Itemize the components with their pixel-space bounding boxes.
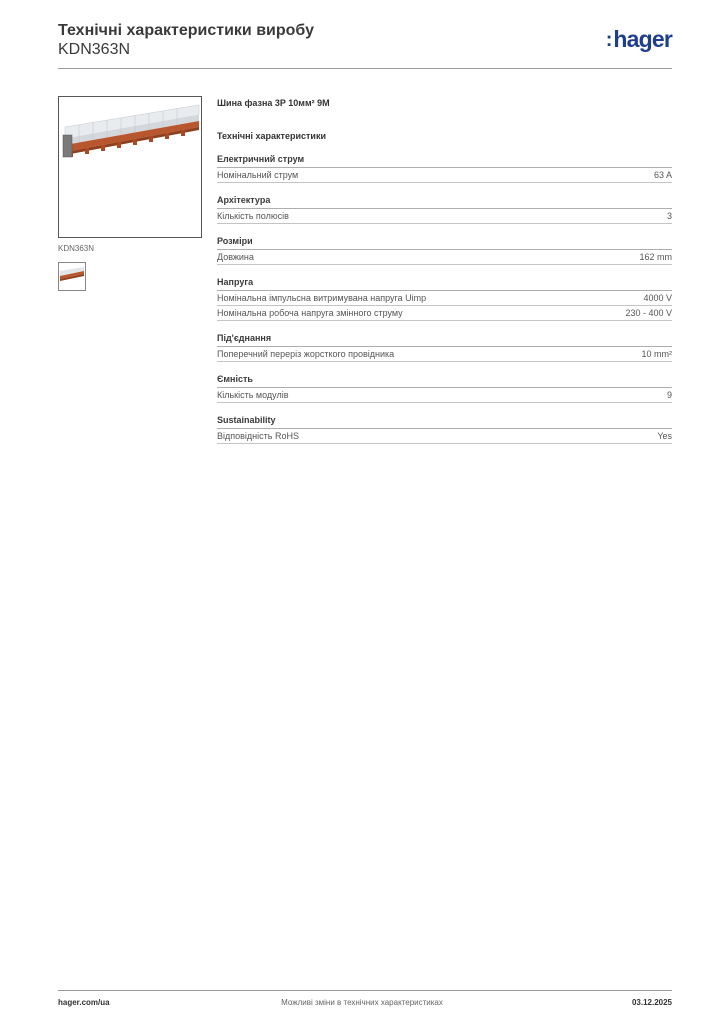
spec-value: 63 A xyxy=(653,170,672,180)
group-title: Під'єднання xyxy=(217,331,672,347)
spec-row xyxy=(217,250,672,265)
product-image xyxy=(58,96,202,238)
spec-group-sustainability xyxy=(217,413,672,444)
spec-group-voltage xyxy=(217,275,672,321)
spec-group-connection xyxy=(217,331,672,362)
spec-value: 10 mm² xyxy=(641,349,672,359)
group-title: Електричний струм xyxy=(217,152,672,168)
spec-value: 4000 V xyxy=(643,293,672,303)
spec-row xyxy=(217,347,672,362)
spec-label: Кількість полюсів xyxy=(217,211,289,221)
header-divider xyxy=(58,68,672,69)
product-code: KDN363N xyxy=(58,41,131,58)
specifications-panel xyxy=(217,96,672,444)
hager-logo xyxy=(606,26,672,53)
spec-value: 162 mm xyxy=(639,252,672,262)
footer-date: 03.12.2025 xyxy=(631,998,672,1007)
spec-row xyxy=(217,388,672,403)
busbar-thumbnail-icon xyxy=(59,263,85,290)
spec-label: Кількість модулів xyxy=(217,390,289,400)
spec-label: Номінальна робоча напруга змінного струму xyxy=(217,308,403,318)
spec-row xyxy=(217,429,672,444)
product-name: Шина фазна 3P 10мм² 9М xyxy=(217,98,330,108)
group-title: Архітектура xyxy=(217,193,672,209)
logo-dots: : xyxy=(605,29,613,51)
spec-label: Поперечний переріз жорсткого провідника xyxy=(217,349,395,359)
group-title: Розміри xyxy=(217,234,672,250)
spec-value: 3 xyxy=(666,211,672,221)
spec-label: Відповідність RoHS xyxy=(217,431,299,441)
specifications-heading: Технічні характеристики xyxy=(217,131,326,141)
spec-value: 230 - 400 V xyxy=(625,308,672,318)
spec-label: Довжина xyxy=(217,252,254,262)
spec-group-architecture xyxy=(217,193,672,224)
group-title: Напруга xyxy=(217,275,672,291)
page-header xyxy=(58,20,672,68)
spec-label: Номінальний струм xyxy=(217,170,299,180)
spec-row xyxy=(217,168,672,183)
document-title: Технічні характеристики виробу xyxy=(58,22,314,39)
spec-row xyxy=(217,306,672,321)
spec-row xyxy=(217,291,672,306)
spec-label: Номінальна імпульсна витримувана напруга Uimp xyxy=(217,293,427,303)
footer-note: Можливі зміни в технічних характеристиках xyxy=(281,998,443,1007)
footer-divider xyxy=(58,990,672,991)
spec-row xyxy=(217,209,672,224)
spec-group-electric-current xyxy=(217,152,672,183)
image-thumbnail[interactable] xyxy=(58,262,86,291)
group-title: Ємність xyxy=(217,372,672,388)
group-title: Sustainability xyxy=(217,413,672,429)
spec-value: Yes xyxy=(657,431,672,441)
spec-value: 9 xyxy=(666,390,672,400)
image-caption: KDN363N xyxy=(58,244,95,253)
footer-website-link[interactable]: hager.com/ua xyxy=(58,998,110,1007)
spec-group-dimensions xyxy=(217,234,672,265)
busbar-illustration xyxy=(59,97,201,237)
spec-group-capacity xyxy=(217,372,672,403)
logo-text: hager xyxy=(613,26,672,52)
